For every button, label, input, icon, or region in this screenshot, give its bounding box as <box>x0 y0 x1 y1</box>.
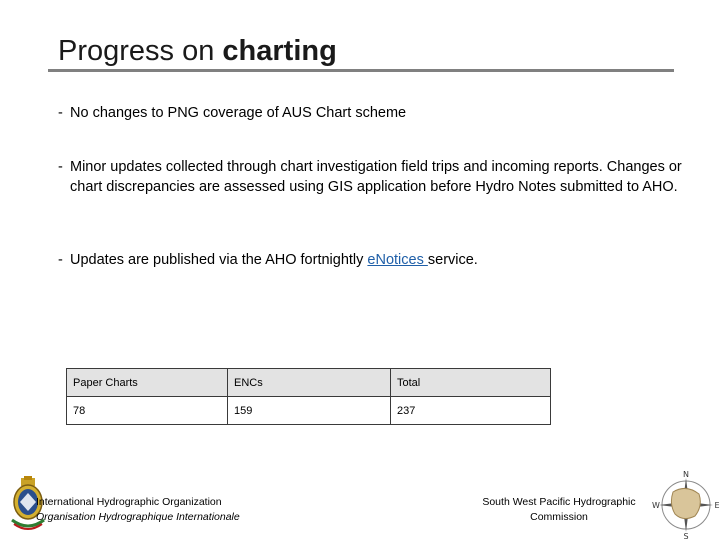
bullet-text: Minor updates collected through chart investigation field trips and incoming reports. Changes or chart discrepancies are assessed using GIS application before Hydro Notes submitted to AHO. <box>70 159 682 195</box>
compass-w-label: W <box>652 501 660 510</box>
footer-iho-name <box>36 495 240 525</box>
charting-stats-table <box>66 368 551 425</box>
bullet-text <box>58 250 698 270</box>
compass-rose-map-icon <box>653 470 719 540</box>
compass-s-label: S <box>683 532 689 540</box>
enotices-link[interactable]: eNotices <box>367 252 428 268</box>
title-bold-text: charting <box>222 35 337 67</box>
cell-total-value: 237 <box>391 397 551 425</box>
bullet-item <box>58 250 698 270</box>
bullet-dash: - <box>58 159 63 175</box>
title-underline-rule <box>48 69 674 72</box>
header-cell-encs: ENCs <box>228 369 391 397</box>
bullet-text-after-link: service. <box>427 252 478 268</box>
title-plain-text: Progress on <box>58 35 223 67</box>
bullet-item <box>58 157 698 197</box>
compass-e-label: E <box>714 501 720 510</box>
footer-swphc-line2: Commission <box>530 511 588 523</box>
compass-n-label: N <box>683 470 689 479</box>
footer-iho-french: Organisation Hydrographique Internationale <box>36 511 240 523</box>
bullet-dash: - <box>58 252 63 268</box>
footer-swphc-name <box>474 495 644 525</box>
bullet-text: No changes to PNG coverage of AUS Chart scheme <box>70 105 407 121</box>
footer-swphc-line1: South West Pacific Hydrographic <box>482 496 636 508</box>
slide-title <box>58 33 337 69</box>
cell-encs-value: 159 <box>228 397 391 425</box>
table-row <box>67 397 551 425</box>
header-cell-paper-charts: Paper Charts <box>67 369 228 397</box>
footer-iho-english: International Hydrographic Organization <box>36 496 222 508</box>
table-header-row <box>67 369 551 397</box>
bullet-item <box>58 103 698 123</box>
header-cell-total: Total <box>391 369 551 397</box>
cell-paper-charts-value: 78 <box>67 397 228 425</box>
bullet-dash: - <box>58 105 63 121</box>
bullet-text-before-link: Updates are published via the AHO fortnightly <box>70 252 368 268</box>
